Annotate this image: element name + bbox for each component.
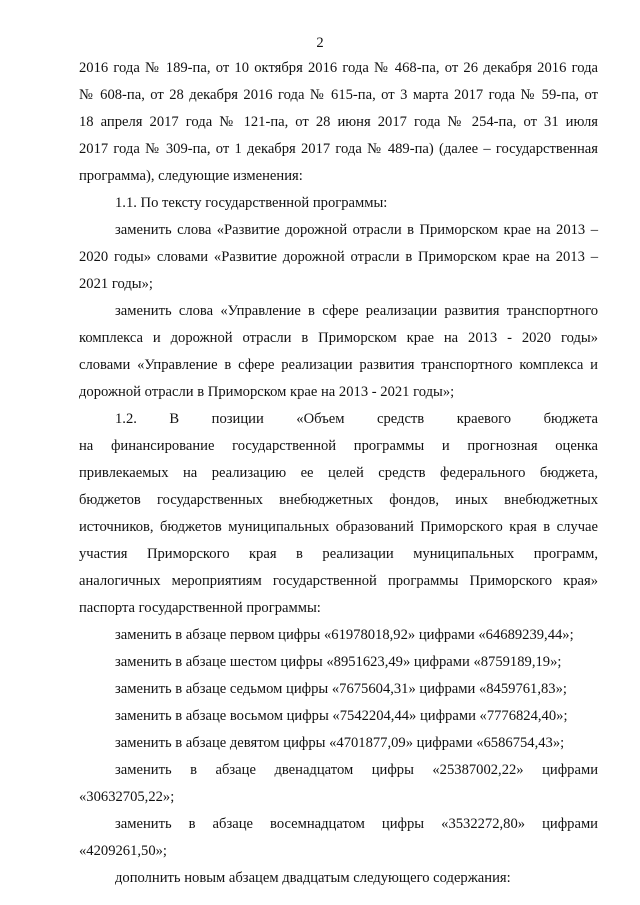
page-number: 2 xyxy=(316,35,324,51)
text-line: паспорта государственной программы: xyxy=(79,600,321,616)
text-line: «30632705,22»; xyxy=(79,789,175,805)
text-line: 2016 года № 189-па, от 10 октября 2016 года № 468-па, от 26 декабря 2016 года xyxy=(79,60,598,76)
text-line: на финансирование государственной программы и прогнозная оценка xyxy=(79,438,598,454)
text-line: заменить в абзаце девятом цифры «4701877,09» цифрами «6586754,43»; xyxy=(115,735,565,751)
text-line: участия Приморского края в реализации муниципальных программ, xyxy=(79,546,598,562)
text-line: 1.1. По тексту государственной программы: xyxy=(115,195,388,211)
text-line: 18 апреля 2017 года № 121-па, от 28 июня 2017 года № 254-па, от 31 июля xyxy=(79,114,598,130)
text-line: 2021 годы»; xyxy=(79,276,153,292)
text-line: комплекса и дорожной отрасли в Приморском крае на 2013 - 2020 годы» xyxy=(79,330,598,346)
text-line: заменить в абзаце восемнадцатом цифры «3532272,80» цифрами xyxy=(115,816,598,832)
text-line: заменить в абзаце первом цифры «61978018,92» цифрами «64689239,44»; xyxy=(115,627,574,643)
text-line: заменить слова «Управление в сфере реализации развития транспортного xyxy=(115,303,598,319)
text-line: дополнить новым абзацем двадцатым следующего содержания: xyxy=(115,870,511,886)
text-line: привлекаемых на реализацию ее целей средств федерального бюджета, xyxy=(79,465,598,481)
text-line: 2017 года № 309-па, от 1 декабря 2017 года № 489-па) (далее – государственная xyxy=(79,141,598,157)
text-line: бюджетов государственных внебюджетных фондов, иных внебюджетных xyxy=(79,492,598,508)
text-line: аналогичных мероприятиям государственной программы Приморского края» xyxy=(79,573,598,589)
text-line: программа), следующие изменения: xyxy=(79,168,303,184)
text-line: источников, бюджетов муниципальных образований Приморского края в случае xyxy=(79,519,598,535)
text-line: словами «Управление в сфере реализации развития транспортного комплекса и xyxy=(79,357,598,373)
text-line: № 608-па, от 28 декабря 2016 года № 615-па, от 3 марта 2017 года № 59-па, от xyxy=(79,87,598,103)
text-line: заменить в абзаце восьмом цифры «7542204,44» цифрами «7776824,40»; xyxy=(115,708,568,724)
text-line: заменить слова «Развитие дорожной отрасли в Приморском крае на 2013 – xyxy=(115,222,598,238)
text-line: заменить в абзаце двенадцатом цифры «25387002,22» цифрами xyxy=(115,762,598,778)
text-line: 1.2. В позиции «Объем средств краевого бюджета xyxy=(115,411,598,427)
text-line: «4209261,50»; xyxy=(79,843,167,859)
text-line: 2020 годы» словами «Развитие дорожной отрасли в Приморском крае на 2013 – xyxy=(79,249,598,265)
text-line: заменить в абзаце шестом цифры «8951623,49» цифрами «8759189,19»; xyxy=(115,654,562,670)
text-line: дорожной отрасли в Приморском крае на 2013 - 2021 годы»; xyxy=(79,384,455,400)
text-line: заменить в абзаце седьмом цифры «7675604,31» цифрами «8459761,83»; xyxy=(115,681,567,697)
